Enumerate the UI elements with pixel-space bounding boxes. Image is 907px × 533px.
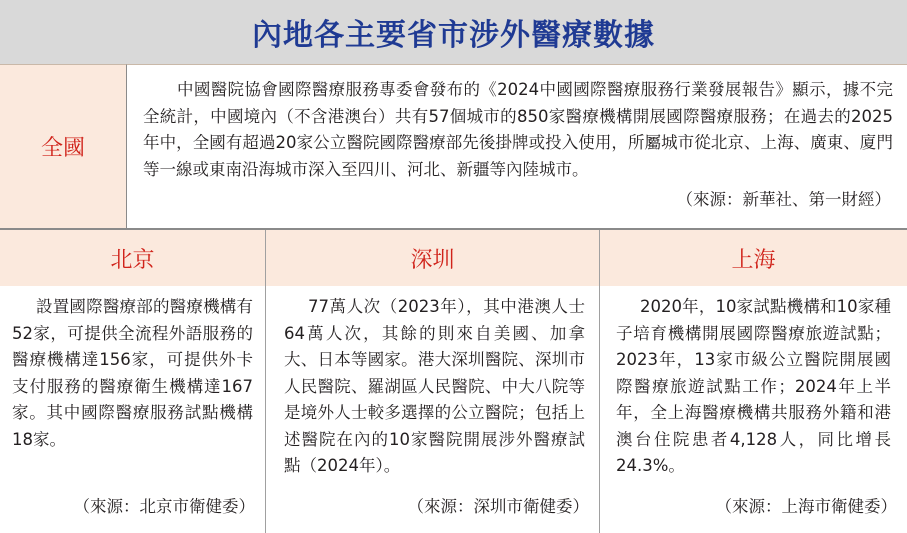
national-source: （來源：新華社、第一財經）: [676, 190, 891, 209]
city-name-shenzhen: 深圳: [410, 247, 455, 273]
title-bar: [0, 0, 907, 64]
city-name-beijing: 北京: [110, 247, 155, 273]
national-body-cell: [126, 64, 907, 228]
city-text-beijing: 設置國際醫療部的醫療機構有52家，可提供全流程外語服務的醫療機構達156家，可提供外卡支付服務的醫療衛生機構達167家。其中國際醫療服務試點機構18家。: [12, 297, 253, 449]
city-body-beijing: [0, 286, 265, 533]
city-text-shenzhen: 77萬人次（2023年），其中港澳人士64萬人次，其餘的則來自美國、加拿大、日本等國家。港大深圳醫院、深圳市人民醫院、羅湖區人民醫院、中大八院等是境外人士較多選擇的公立醫院；包括上述醫院在內的10家醫院開展涉外醫療試點（2024年）。: [284, 297, 585, 475]
city-source-shanghai: （來源：上海市衛健委）: [715, 497, 897, 516]
national-label-cell: [0, 64, 126, 228]
city-name-shanghai: 上海: [731, 247, 776, 273]
national-text: 中國醫院協會國際醫療服務專委會發布的《2024中國國際醫療服務行業發展報告》顯示，據不完全統計，中國境內（不含港澳台）共有57個城市的850家醫療機構開展國際醫療服務；在過去的2025年中，全國有超過20家公立醫院國際醫療部先後掛牌或投入使用，所屬城市從北京、上海、廣東、廈門等一線或東南沿海城市深入至四川、河北、新疆等內陸城市。: [143, 80, 893, 179]
city-body-shanghai: [600, 286, 907, 533]
city-body-shenzhen: [266, 286, 599, 533]
city-source-beijing: （來源：北京市衛健委）: [73, 497, 255, 516]
city-text-shanghai: 2020年，10家試點機構和10家種子培育機構開展國際醫療旅遊試點；2023年，13家市級公立醫院開展國際醫療旅遊試點工作；2024年上半年，全上海醫療機構共服務外籍和港澳台住院患者4,128人，同比增長24.3%。: [616, 297, 891, 475]
page-title: 內地各主要省市涉外醫療數據: [252, 18, 655, 53]
city-header-shenzhen: [266, 230, 599, 286]
city-header-shanghai: [600, 230, 907, 286]
national-label: 全國: [40, 136, 85, 161]
city-source-shenzhen: （來源：深圳市衛健委）: [407, 497, 589, 516]
city-header-beijing: [0, 230, 265, 286]
